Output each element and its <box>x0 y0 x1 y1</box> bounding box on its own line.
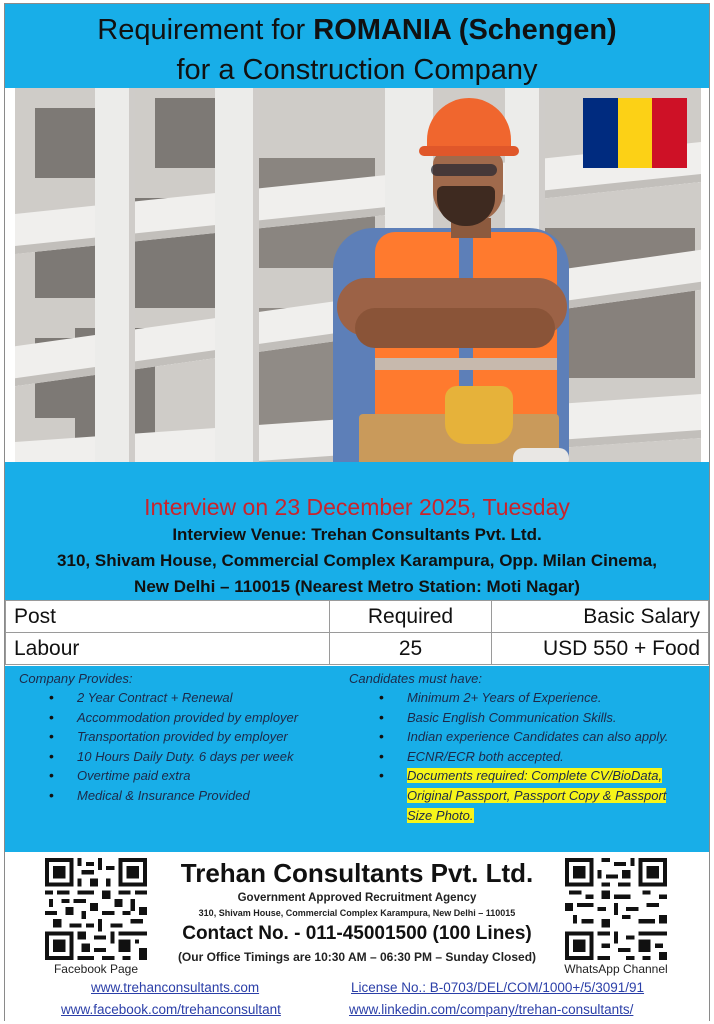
jobs-table <box>5 600 709 665</box>
list-item: • 2 Year Contract + Renewal <box>19 688 345 708</box>
list-item: • Overtime paid extra <box>19 766 345 786</box>
documents-line-3: Size Photo. <box>407 807 474 823</box>
candidate-requirements <box>345 666 709 852</box>
interview-address-line-1: 310, Shivam House, Commercial Complex Karampura, Opp. Milan Cinema, <box>57 551 657 570</box>
documents-line-2: Original Passport, Passport Copy & Passport <box>407 787 667 803</box>
headline-line-1 <box>5 4 709 50</box>
interview-venue: Interview Venue: Trehan Consultants Pvt. Ltd. <box>172 525 542 544</box>
worker-figure <box>315 94 595 462</box>
romania-flag-icon <box>583 98 687 168</box>
poster-header <box>5 4 709 88</box>
list-item: • Minimum 2+ Years of Experience. <box>349 688 709 708</box>
interview-date: Interview on 23 December 2025, Tuesday <box>144 494 570 520</box>
company-provides <box>5 666 345 852</box>
list-item: • Transportation provided by employer <box>19 727 345 747</box>
candidates-title: Candidates must have: <box>349 671 482 686</box>
list-item: • Indian experience Candidates can also apply. <box>349 727 709 747</box>
license-link[interactable]: License No.: B-0703/DEL/COM/1000+/5/3091/91 <box>351 980 645 995</box>
column-header-salary: Basic Salary <box>492 601 709 633</box>
company-address: 310, Shivam House, Commercial Complex Karampura, New Delhi – 110015 <box>198 908 516 918</box>
list-item: • 10 Hours Daily Duty. 6 days per week <box>19 747 345 767</box>
list-item: • Medical & Insurance Provided <box>19 786 345 806</box>
facebook-link[interactable]: www.facebook.com/trehanconsultant <box>61 1002 281 1017</box>
candidates-list <box>349 688 709 825</box>
headline-line-2: for a Construction Company <box>176 54 538 86</box>
list-item: • ECNR/ECR both accepted. <box>349 747 709 767</box>
facebook-qr-label: Facebook Page <box>53 962 139 976</box>
headline-country: ROMANIA (Schengen) <box>313 14 617 46</box>
recruitment-poster <box>4 3 710 1021</box>
cell-salary: USD 550 + Food <box>492 633 709 665</box>
interview-address-line-2: New Delhi – 110015 (Nearest Metro Station: Moti Nagar) <box>134 577 580 596</box>
company-provides-list <box>19 688 345 806</box>
headline-prefix: Requirement for <box>97 14 314 46</box>
list-item: • Basic English Communication Skills. <box>349 708 709 728</box>
column-header-post: Post <box>6 601 330 633</box>
column-header-required: Required <box>330 601 492 633</box>
whatsapp-qr-code-icon[interactable] <box>565 858 667 960</box>
footer <box>5 852 709 1022</box>
details-section <box>5 666 709 852</box>
documents-required-item <box>349 766 709 825</box>
contact-number: Contact No. - 011-45001500 (100 Lines) <box>182 923 532 944</box>
table-row <box>6 633 709 665</box>
company-provides-title: Company Provides: <box>19 671 133 686</box>
company-name: Trehan Consultants Pvt. Ltd. <box>180 858 534 888</box>
whatsapp-qr-label: WhatsApp Channel <box>564 962 668 976</box>
facebook-qr-code-icon[interactable] <box>45 858 147 960</box>
list-item: • Accommodation provided by employer <box>19 708 345 728</box>
documents-line-1: Documents required: Complete CV/BioData, <box>407 768 663 784</box>
website-link[interactable]: www.trehanconsultants.com <box>91 980 260 995</box>
company-tagline: Government Approved Recruitment Agency <box>237 892 477 904</box>
office-hours: (Our Office Timings are 10:30 AM – 06:30 PM – Sunday Closed) <box>177 950 537 964</box>
linkedin-link[interactable]: www.linkedin.com/company/trehan-consultants/ <box>349 1002 634 1017</box>
table-header-row <box>6 601 709 633</box>
cell-required: 25 <box>330 633 492 665</box>
interview-section <box>5 462 709 600</box>
cell-post: Labour <box>6 633 330 665</box>
company-info <box>155 856 559 966</box>
hero-image <box>15 88 701 462</box>
